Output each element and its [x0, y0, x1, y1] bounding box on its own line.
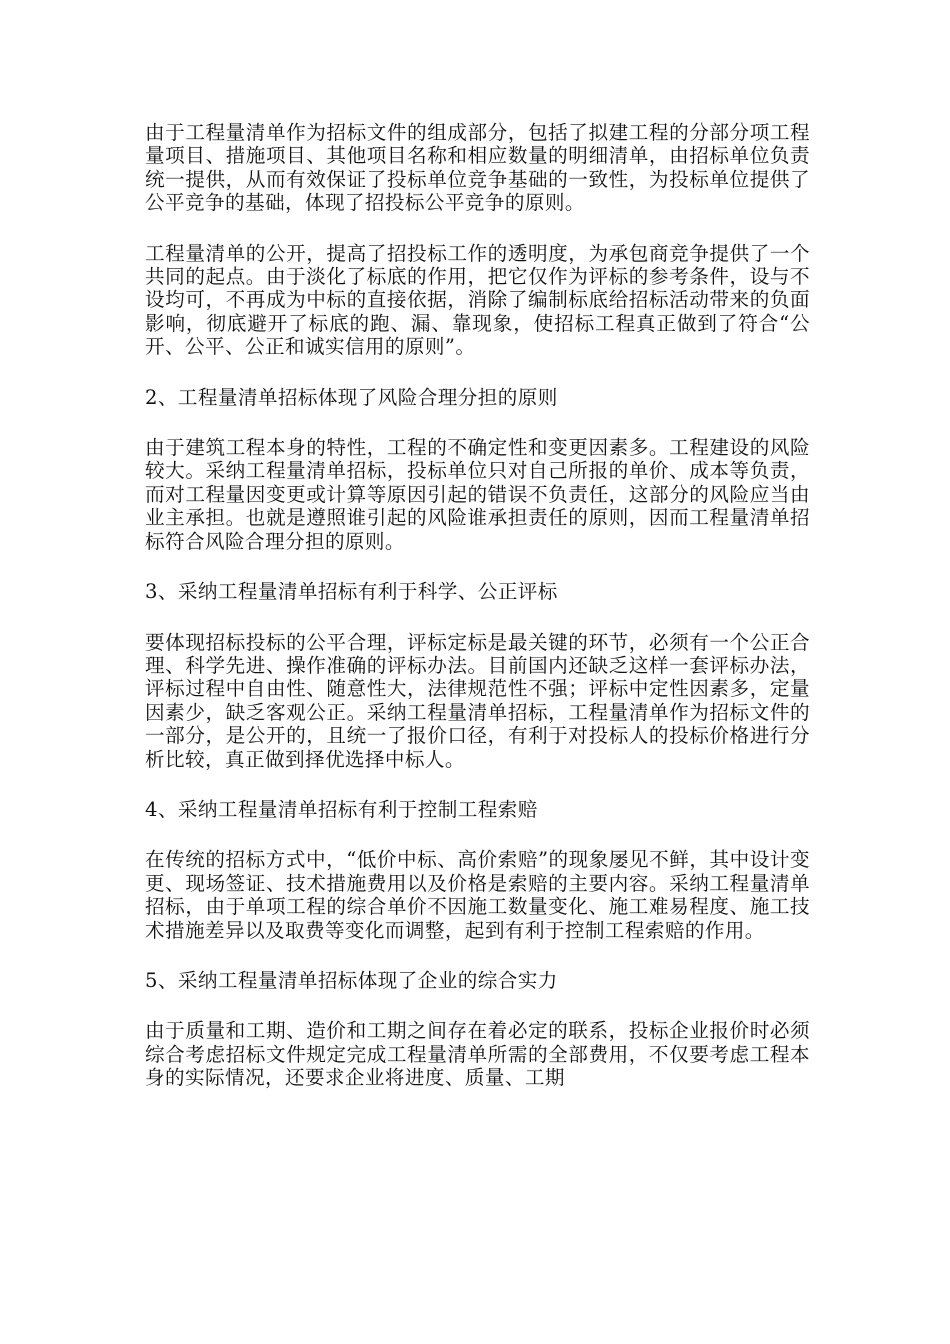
- paragraph-claim-control: 在传统的招标方式中，“低价中标、高价索赔”的现象屡见不鲜，其中设计变更、现场签证、技术措施费用以及价格是索赔的主要内容。采纳工程量清单招标，由于单项工程的综合单价不因施工数量变化、施工难易程度、施工技术措施差异以及取费等变化而调整，起到有利于控制工程索赔的作用。: [145, 848, 810, 942]
- section-heading-2: 2、工程量清单招标体现了风险合理分担的原则: [145, 385, 558, 409]
- document-body: [145, 121, 810, 1117]
- paragraph-fair-evaluation: 要体现招标投标的公平合理，评标定标是最关键的环节，必须有一个公正合理、科学先进、操作准确的评标办法。目前国内还缺乏这样一套评标办法，评标过程中自由性、随意性大，法律规范性不强；评标中定性因素多，定量因素少，缺乏客观公正。采纳工程量清单招标，工程量清单作为招标文件的一部分，是公开的，且统一了报价口径，有利于对投标人的投标价格进行分析比较，真正做到择优选择中标人。: [145, 630, 810, 771]
- section-heading-3: 3、采纳工程量清单招标有利于科学、公正评标: [145, 580, 558, 604]
- paragraph-fair-competition: 由于工程量清单作为招标文件的组成部分，包括了拟建工程的分部分项工程量项目、措施项目、其他项目名称和相应数量的明细清单，由招标单位负责统一提供，从而有效保证了投标单位竞争基础的一致性，为投标单位提供了公平竞争的基础，体现了招投标公平竞争的原则。: [145, 121, 810, 215]
- section-heading-5: 5、采纳工程量清单招标体现了企业的综合实力: [145, 968, 558, 992]
- paragraph-risk-sharing: 由于建筑工程本身的特性，工程的不确定性和变更因素多。工程建设的风险较大。采纳工程量清单招标，投标单位只对自己所报的单价、成本等负责，而对工程量因变更或计算等原因引起的错误不负责任，这部分的风险应当由业主承担。也就是遵照谁引起的风险谁承担责任的原则，因而工程量清单招标符合风险合理分担的原则。: [145, 436, 810, 553]
- paragraph-overall-strength: 由于质量和工期、造价和工期之间存在着必定的联系，投标企业报价时必须综合考虑招标文件规定完成工程量清单所需的全部费用，不仅要考虑工程本身的实际情况，还要求企业将进度、质量、工期: [145, 1019, 810, 1090]
- section-heading-4: 4、采纳工程量清单招标有利于控制工程索赔: [145, 797, 538, 821]
- paragraph-transparency: 工程量清单的公开，提高了招投标工作的透明度，为承包商竞争提供了一个共同的起点。由于淡化了标底的作用，把它仅作为评标的参考条件，设与不设均可，不再成为中标的直接依据，消除了编制标底给招标活动带来的负面影响，彻底避开了标底的跑、漏、靠现象，使招标工程真正做到了符合“公开、公平、公正和诚实信用的原则”。: [145, 241, 810, 359]
